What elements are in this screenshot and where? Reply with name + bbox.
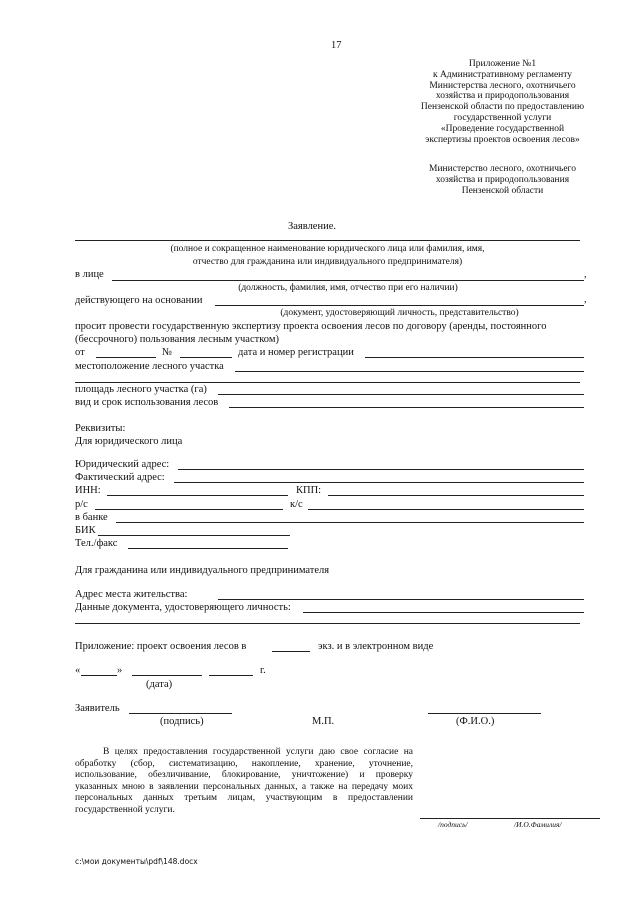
consent-fio-hint: /И.О.Фамилия/ bbox=[514, 820, 562, 829]
id-document-label: Данные документа, удостоверяющего личность: bbox=[75, 602, 291, 613]
usage-label: вид и срок использования лесов bbox=[75, 397, 219, 408]
rs-line[interactable] bbox=[95, 509, 283, 510]
area-line[interactable] bbox=[218, 394, 584, 395]
copies-line[interactable] bbox=[272, 651, 310, 652]
date-quote-open: « bbox=[75, 665, 81, 676]
location-label: местоположение лесного участка bbox=[75, 361, 224, 372]
addressee-line: Пензенской области bbox=[461, 185, 544, 196]
appendix-line: Пензенской области по предоставлению bbox=[420, 102, 585, 113]
consent-signature-line[interactable] bbox=[420, 818, 600, 819]
requisites-title: Реквизиты: bbox=[75, 423, 126, 434]
appendix-line: «Проведение государственной bbox=[440, 123, 565, 134]
date-hint: (дата) bbox=[146, 679, 173, 690]
stamp-label: М.П. bbox=[312, 716, 335, 727]
hint-position: (должность, фамилия, имя, отчество при его наличии) bbox=[238, 283, 458, 293]
date-quote-close: » bbox=[117, 665, 123, 676]
area-label: площадь лесного участка (га) bbox=[75, 384, 207, 395]
year-line[interactable] bbox=[209, 675, 253, 676]
ks-line[interactable] bbox=[308, 509, 584, 510]
applicant-label: Заявитель bbox=[75, 703, 120, 714]
legal-address-line[interactable] bbox=[178, 469, 584, 470]
appendix-line: хозяйства и природопользования bbox=[435, 91, 570, 102]
footer-file-path: c:\мои документы\pdf\148.docx bbox=[75, 857, 198, 866]
phone-label: Тел./факс bbox=[75, 538, 118, 549]
request-text: просит провести государственную экспертизу проекта освоения лесов по договору (аренды, постоянного bbox=[75, 321, 547, 332]
ks-label: к/с bbox=[290, 499, 303, 510]
attachment-label-2: экз. и в электронном виде bbox=[318, 641, 434, 652]
consent-text: В целях предоставления государственной услуги даю свое согласие на обработку (сбор, систематизацию, накопление, хранение, уточнение, использование, обезличивание, блокирование, уничтожение) и проверку указанных мною в заявлении персональных данных, а также на передачу моих персональных данных третьим лицам, участвующим в предоставлении государственной услуги. bbox=[75, 747, 413, 815]
day-line[interactable] bbox=[81, 675, 117, 676]
fio-hint: (Ф.И.О.) bbox=[456, 716, 495, 727]
consent-sign-hint: /подпись/ bbox=[438, 820, 468, 829]
request-text-2: (бессрочного) пользования лесным участком) bbox=[75, 334, 279, 345]
addressee-line: хозяйства и природопользования bbox=[435, 174, 570, 185]
registration-label: дата и номер регистрации bbox=[238, 347, 354, 358]
rs-label: р/с bbox=[75, 499, 88, 510]
citizen-title: Для гражданина или индивидуального предпринимателя bbox=[75, 565, 330, 576]
hint-name-2: отчество для гражданина или индивидуального предпринимателя) bbox=[192, 257, 463, 267]
actual-address-label: Фактический адрес: bbox=[75, 472, 165, 483]
appendix-line: экспертизы проектов освоения лесов» bbox=[425, 134, 580, 145]
page-number: 17 bbox=[331, 40, 342, 51]
usage-line[interactable] bbox=[229, 407, 584, 408]
kpp-line[interactable] bbox=[328, 495, 584, 496]
id-document-line[interactable] bbox=[303, 612, 584, 613]
signature-hint: (подпись) bbox=[160, 716, 204, 727]
appendix-line: Министерства лесного, охотничьего bbox=[429, 80, 576, 91]
bik-line[interactable] bbox=[98, 535, 290, 536]
actual-address-line[interactable] bbox=[174, 482, 584, 483]
residence-label: Адрес места жительства: bbox=[75, 589, 188, 600]
inn-label: ИНН: bbox=[75, 485, 101, 496]
hint-document: (документ, удостоверяющий личность, представительство) bbox=[280, 308, 519, 318]
addressee-block bbox=[395, 164, 610, 196]
hint-name: (полное и сокращенное наименование юридического лица или фамилия, имя, bbox=[170, 244, 485, 254]
addressee-line: Министерство лесного, охотничьего bbox=[429, 164, 576, 174]
month-line[interactable] bbox=[132, 675, 202, 676]
appendix-block bbox=[395, 59, 610, 145]
inn-line[interactable] bbox=[107, 495, 288, 496]
in-person-line[interactable] bbox=[112, 280, 584, 281]
phone-line[interactable] bbox=[128, 548, 288, 549]
in-person-label: в лице bbox=[75, 269, 104, 280]
applicant-signature-line[interactable] bbox=[129, 713, 232, 714]
from-label: от bbox=[75, 347, 85, 358]
bank-label: в банке bbox=[75, 512, 108, 523]
number-line[interactable] bbox=[180, 357, 232, 358]
location-line-2[interactable] bbox=[75, 382, 580, 383]
bank-line[interactable] bbox=[116, 522, 584, 523]
acting-basis-line[interactable] bbox=[215, 305, 584, 306]
acting-basis-label: действующего на основании bbox=[75, 295, 203, 306]
date-line[interactable] bbox=[96, 357, 156, 358]
applicant-name-line[interactable] bbox=[75, 240, 580, 241]
location-line[interactable] bbox=[235, 371, 584, 372]
attachment-label: Приложение: проект освоения лесов в bbox=[75, 641, 247, 652]
residence-line[interactable] bbox=[218, 599, 584, 600]
appendix-line: Приложение №1 bbox=[468, 59, 537, 69]
kpp-label: КПП: bbox=[296, 485, 322, 496]
registration-line[interactable] bbox=[365, 357, 584, 358]
applicant-fio-line[interactable] bbox=[428, 713, 541, 714]
bik-label: БИК bbox=[75, 525, 96, 536]
document-title: Заявление. bbox=[288, 221, 336, 232]
legal-entity-title: Для юридического лица bbox=[75, 436, 183, 447]
appendix-line: к Административному регламенту bbox=[432, 69, 573, 80]
legal-address-label: Юридический адрес: bbox=[75, 459, 170, 470]
year-suffix: г. bbox=[260, 665, 266, 676]
id-document-line-2[interactable] bbox=[75, 623, 580, 624]
appendix-line: государственной услуги bbox=[453, 112, 552, 123]
number-label: № bbox=[162, 347, 173, 358]
